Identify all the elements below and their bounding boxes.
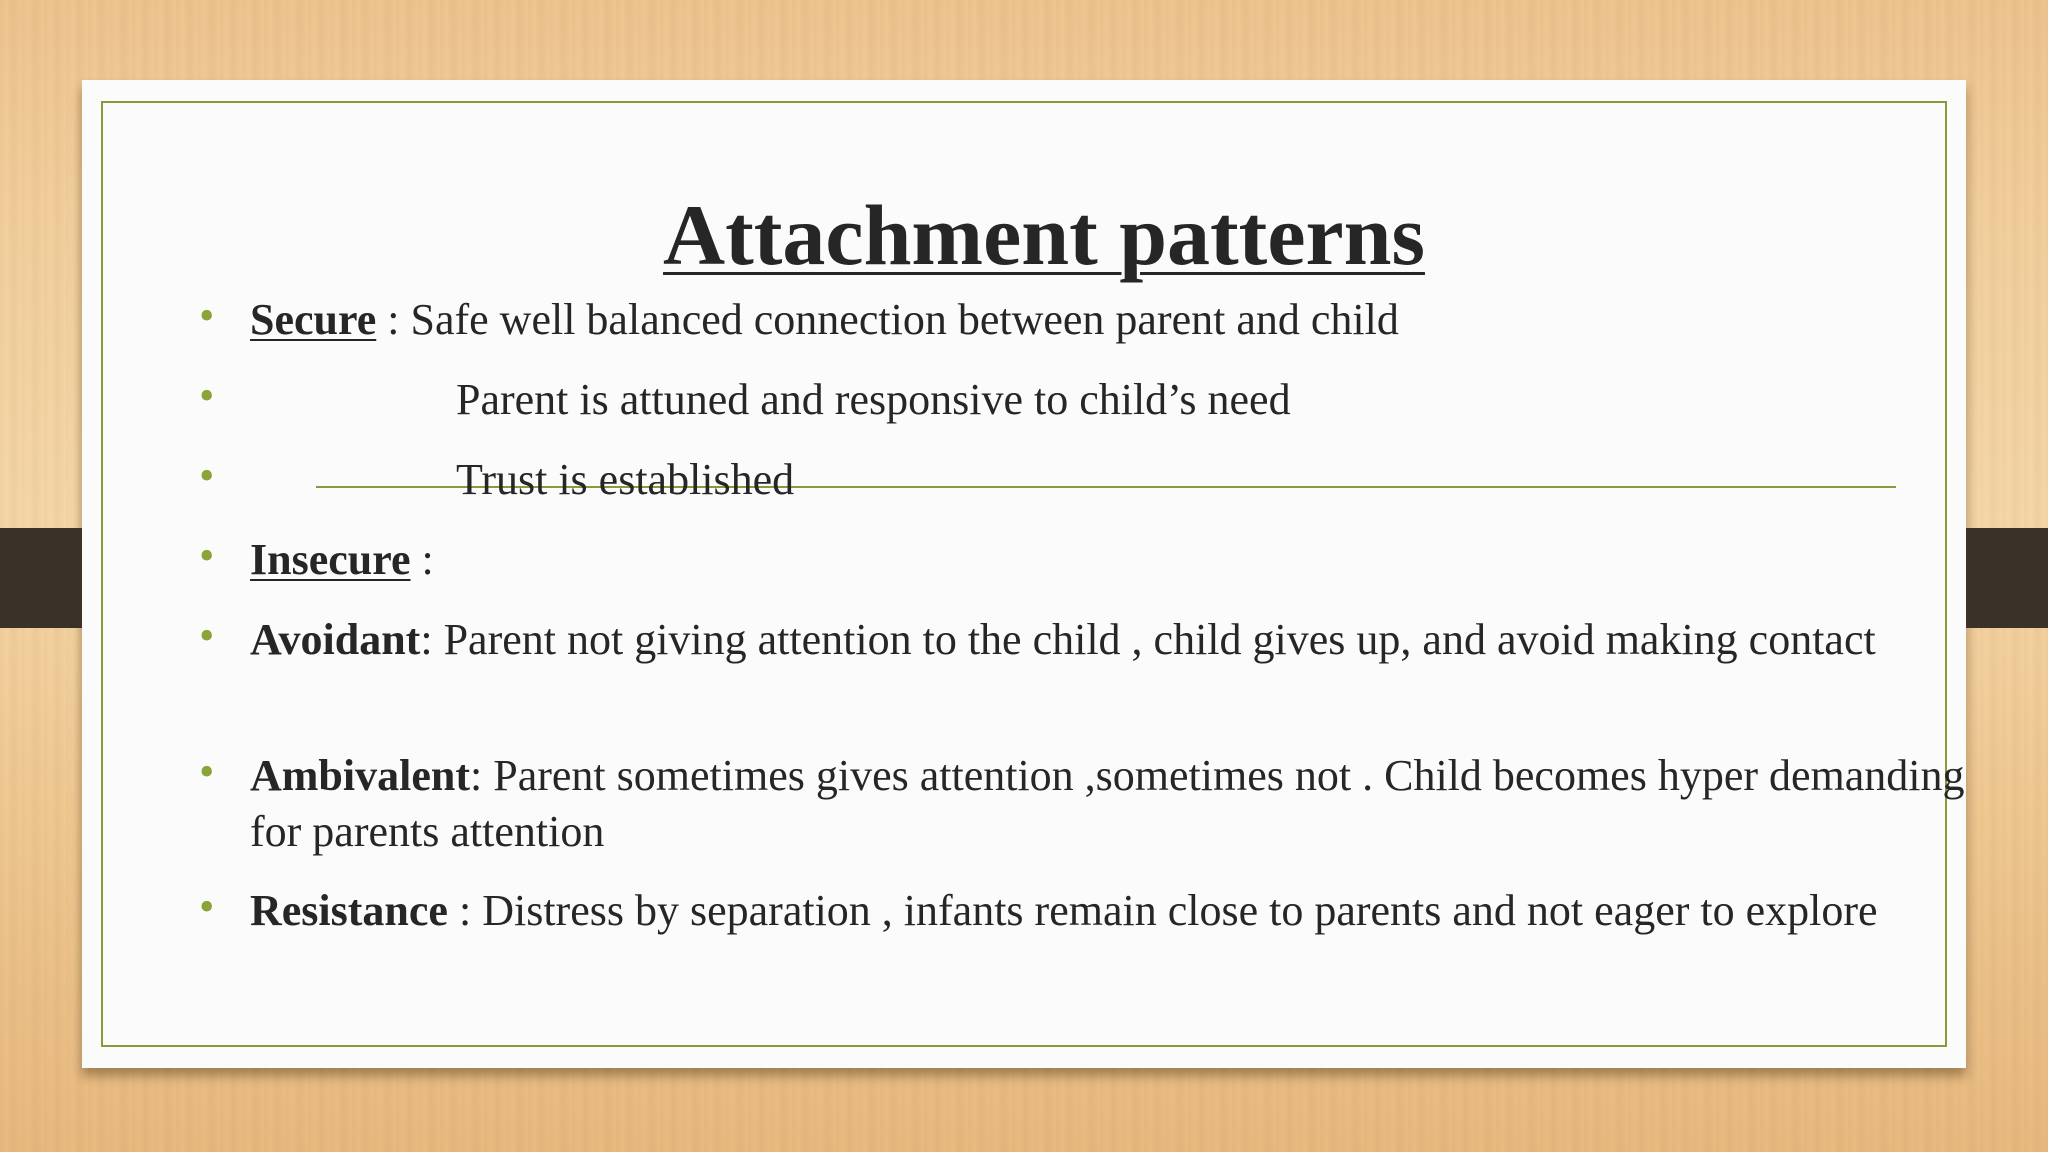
bullet-item-secure [199, 291, 1984, 348]
bullet-text: Distress by separation , infants remain close to parents and not eager to explore [482, 886, 1878, 935]
bullet-dot-icon: • [199, 747, 215, 796]
bullet-item-attuned [199, 371, 1984, 428]
bullet-dot-icon: • [199, 451, 215, 500]
term-ambivalent: Ambivalent [250, 751, 470, 800]
slide [82, 80, 1966, 1068]
term-separator: : [410, 535, 434, 584]
term-resistance: Resistance [250, 886, 448, 935]
term-separator: : [376, 295, 411, 344]
slide-title: Attachment patterns [663, 187, 1425, 283]
term-avoidant: Avoidant [250, 615, 421, 664]
bullet-dot-icon: • [199, 291, 215, 340]
term-separator: : [420, 615, 444, 664]
bullet-item-avoidant [199, 611, 1984, 668]
bullet-text: Parent is attuned and responsive to child’s need [456, 375, 1291, 424]
bullet-dot-icon: • [199, 611, 215, 660]
term-insecure: Insecure [250, 535, 411, 584]
bullet-text: Safe well balanced connection between parent and child [410, 295, 1399, 344]
bullet-item-insecure [199, 531, 1984, 588]
bullet-text: Trust is established [456, 455, 795, 504]
bullet-text: Parent not giving attention to the child , child gives up, and avoid making contact [443, 615, 1876, 664]
bullet-item-resistance [199, 882, 1984, 939]
bullet-dot-icon: • [199, 531, 215, 580]
bullet-dot-icon: • [199, 371, 215, 420]
term-secure: Secure [250, 295, 377, 344]
term-separator: : [447, 886, 483, 935]
bullet-dot-icon: • [199, 882, 215, 931]
bullet-item-ambivalent [199, 747, 1984, 860]
term-separator: : [470, 751, 494, 800]
bullet-text: Parent sometimes gives attention ,sometimes not . Child becomes hyper demanding for parents attention [250, 751, 1965, 856]
bullet-item-trust [199, 451, 1984, 508]
